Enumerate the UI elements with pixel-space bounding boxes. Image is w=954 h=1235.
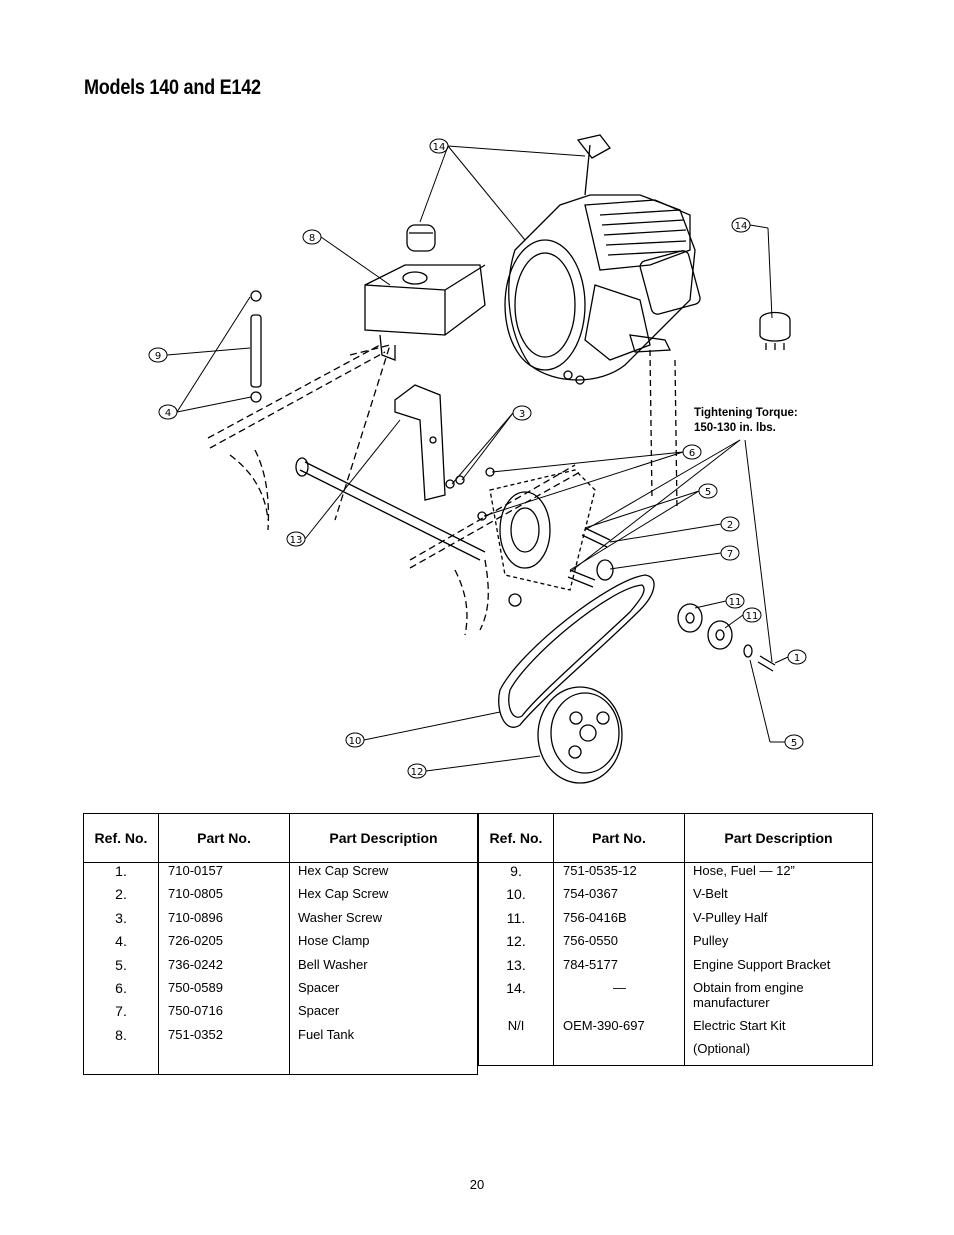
fuel-hose-illustration [251,291,261,402]
part-no-cell: 750-0589 [159,980,290,1003]
table-row [479,980,873,1018]
table-row [84,933,478,956]
v-belt-illustration [499,575,654,727]
callout-label: 12 [410,767,424,778]
ref-cell: 7. [84,1003,159,1026]
header-part-description: Part Description [290,814,478,863]
callout-9 [149,348,250,362]
description-cell: Hex Cap Screw [298,863,389,878]
table-row [479,1018,873,1041]
callout-label: 13 [289,535,303,546]
callout-label: 1 [793,653,801,664]
start-switch-illustration [760,313,790,351]
header-ref-no: Ref. No. [84,814,159,863]
torque-note [694,406,798,436]
ref-cell: 14. [479,980,554,1018]
table-row [84,886,478,909]
callout-label: 6 [688,448,696,459]
torque-note-line2: 150-130 in. lbs. [694,422,776,434]
table-row [84,957,478,980]
ref-cell: 2. [84,886,159,909]
part-no-cell: 751-0535-12 [554,863,685,887]
callout-10 [346,712,500,747]
header-part-no: Part No. [554,814,685,863]
part-no-cell: 710-0157 [159,863,290,887]
table-row [479,863,873,887]
ref-cell: 4. [84,933,159,956]
part-no-cell: 784-5177 [554,957,685,980]
table-header-row [84,814,478,863]
callout-2 [610,517,739,542]
part-no-cell: 751-0352 [159,1027,290,1050]
part-no-cell: 710-0896 [159,910,290,933]
ref-cell [479,1041,554,1065]
description-cell: Obtain from engine manufacturer [693,979,804,1010]
callout-7 [610,546,739,569]
description-cell: Bell Washer [298,956,368,972]
callout-8 [303,230,390,285]
description-cell: Pulley [693,933,729,949]
callout-6 [484,445,701,516]
ref-cell: 3. [84,910,159,933]
description-cell: Spacer [298,1003,340,1019]
part-no-cell: 736-0242 [159,957,290,980]
part-no-cell: 756-0550 [554,933,685,956]
table-row [479,933,873,956]
page-title: Models 140 and E142 [84,76,261,99]
ref-cell: 5. [84,957,159,980]
part-no-cell: 754-0367 [554,886,685,909]
ref-cell: 1. [84,863,159,887]
table-row [479,957,873,980]
ref-cell: 12. [479,933,554,956]
description-cell: Fuel Tank [298,1026,355,1042]
ref-cell: 13. [479,957,554,980]
table-row [479,910,873,933]
table-row [84,980,478,1003]
table-row [84,1027,478,1050]
callout-label: 2 [726,520,734,531]
hardware-illustration [446,468,775,671]
parts-table-right [478,813,873,1066]
table-header-row [479,814,873,863]
fuel-tank-illustration [365,265,485,360]
ref-cell: 10. [479,886,554,909]
table-row [479,1041,873,1065]
description-cell: Engine Support Bracket [693,956,831,972]
header-part-description: Part Description [685,814,873,863]
axle-tube-illustration [296,458,485,560]
description-cell: Hose, Fuel — 12” [693,863,795,878]
callout-label: 9 [154,351,162,362]
callout-14-b [732,218,772,318]
parts-table-left [83,813,478,1075]
callout-label: 10 [348,736,362,747]
part-no-cell: 750-0716 [159,1003,290,1026]
page-number: 20 [469,1177,485,1192]
callout-1 [775,650,806,664]
fuel-cap-illustration [407,225,435,251]
description-cell: Electric Start Kit [693,1017,786,1033]
table-row [479,886,873,909]
ref-cell: 9. [479,863,554,887]
part-no-cell [554,1041,685,1065]
part-no-cell: OEM-390-697 [554,1018,685,1041]
table-row [84,910,478,933]
description-cell: Hex Cap Screw [298,886,389,902]
callout-12 [408,756,540,778]
callout-label: 14 [432,142,446,153]
ref-cell: 6. [84,980,159,1003]
part-no-cell: — [554,980,685,1018]
callout-label: 8 [308,233,316,244]
description-cell: Hose Clamp [298,933,370,949]
callout-label: 7 [726,549,734,560]
part-no-cell: 756-0416B [554,910,685,933]
header-ref-no: Ref. No. [479,814,554,863]
ref-cell: 8. [84,1027,159,1050]
callout-label: 11 [728,597,742,608]
description-cell: V-Pulley Half [693,909,768,925]
callout-13 [287,420,400,546]
callout-label: 3 [518,409,526,420]
callout-14-a [420,139,585,240]
callout-label: 14 [734,221,748,232]
callout-label: 11 [745,611,759,622]
header-part-no: Part No. [159,814,290,863]
callout-label: 5 [704,487,712,498]
description-cell: Spacer [298,979,340,995]
table-spacer-row [84,1050,478,1074]
ref-cell: N/I [479,1018,554,1041]
part-no-cell: 726-0205 [159,933,290,956]
description-cell: Washer Screw [298,909,383,925]
torque-note-line1: Tightening Torque: [694,407,798,419]
support-bracket-illustration [395,385,445,500]
description-cell: V-Belt [693,886,728,902]
ref-cell: 11. [479,910,554,933]
callout-4 [159,297,251,419]
mounting-plate-illustration [490,470,595,606]
callout-label: 4 [164,408,172,419]
callout-5-b [750,660,803,749]
engine-illustration [505,135,701,510]
table-row [84,1003,478,1026]
frame-illustration [208,345,580,635]
description-cell: (Optional) [693,1041,751,1057]
part-no-cell: 710-0805 [159,886,290,909]
callout-label: 5 [790,738,798,749]
pulley-illustration [538,687,622,783]
table-row [84,863,478,887]
